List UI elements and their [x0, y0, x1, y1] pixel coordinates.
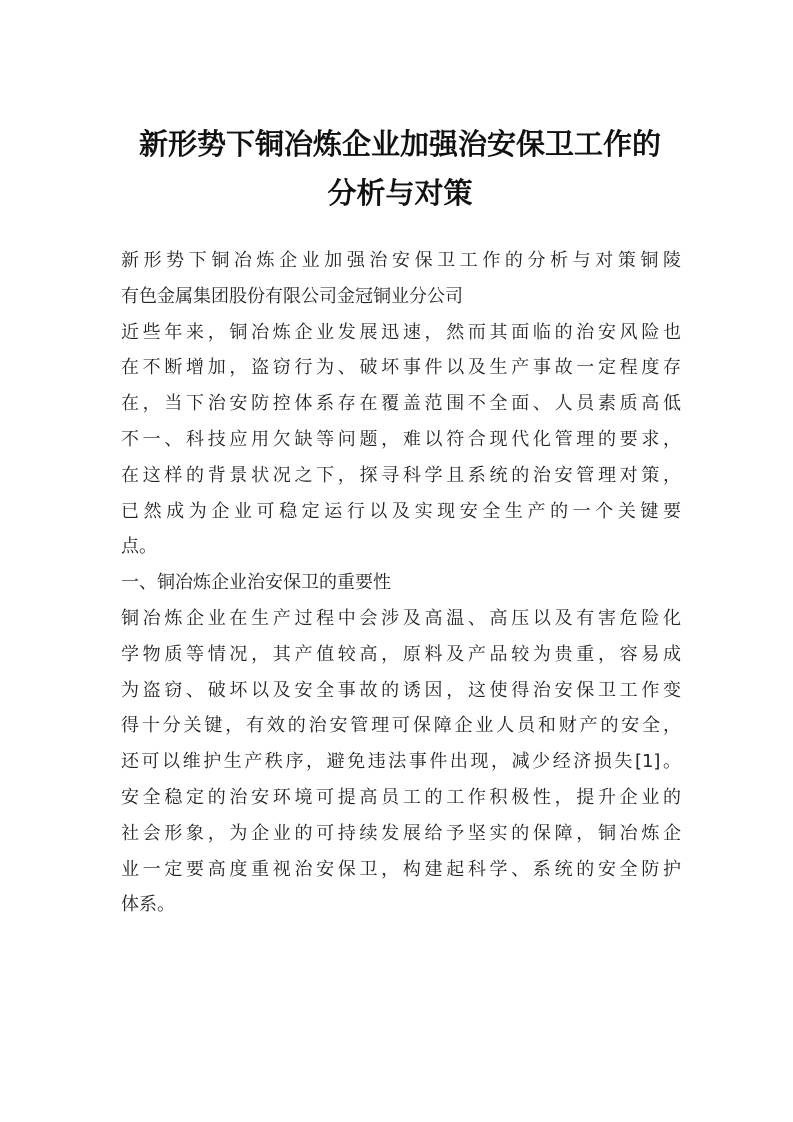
- document-body: [121, 243, 681, 923]
- text-line: 有色金属集团股份有限公司金冠铜业分公司: [121, 285, 463, 307]
- text-line: 不一、科技应用欠缺等问题，难以符合现代化管理的要求，: [121, 428, 681, 450]
- text-line: 在这样的背景状况之下，探寻科学且系统的治安管理对策，: [121, 464, 681, 486]
- text-line: 为盗窃、破坏以及安全事故的诱因，这使得治安保卫工作变: [121, 679, 681, 701]
- text-line: 安全稳定的治安环境可提高员工的工作积极性，提升企业的: [121, 786, 681, 808]
- section-heading: 一、铜冶炼企业治安保卫的重要性: [121, 572, 391, 594]
- text-line: 体系。: [121, 894, 175, 916]
- text-line: 得十分关键，有效的治安管理可保障企业人员和财产的安全，: [121, 715, 681, 737]
- text-line: 社会形象，为企业的可持续发展给予坚实的保障，铜冶炼企: [121, 822, 681, 844]
- text-line: 还可以维护生产秩序，避免违法事件出现，减少经济损失[1]。: [121, 751, 681, 773]
- text-line: 新形势下铜冶炼企业加强治安保卫工作的分析与对策铜陵: [121, 250, 681, 271]
- document-title-line-2: 分析与对策: [327, 176, 473, 210]
- text-line: 点。: [121, 536, 157, 558]
- text-line: 在，当下治安防控体系存在覆盖范围不全面、人员素质高低: [121, 393, 681, 415]
- text-line: 业一定要高度重视治安保卫，构建起科学、系统的安全防护: [121, 858, 681, 880]
- text-line: 近些年来，铜冶炼企业发展迅速，然而其面临的治安风险也: [121, 321, 681, 343]
- text-line: 铜冶炼企业在生产过程中会涉及高温、高压以及有害危险化: [121, 607, 681, 629]
- text-line: 已然成为企业可稳定运行以及实现安全生产的一个关键要: [121, 500, 681, 522]
- text-line: 学物质等情况，其产值较高，原料及产品较为贵重，容易成: [121, 643, 681, 665]
- text-line: 在不断增加，盗窃行为、破坏事件以及生产事故一定程度存: [121, 357, 681, 379]
- document-title-line-1: 新形势下铜冶炼企业加强治安保卫工作的: [138, 127, 661, 161]
